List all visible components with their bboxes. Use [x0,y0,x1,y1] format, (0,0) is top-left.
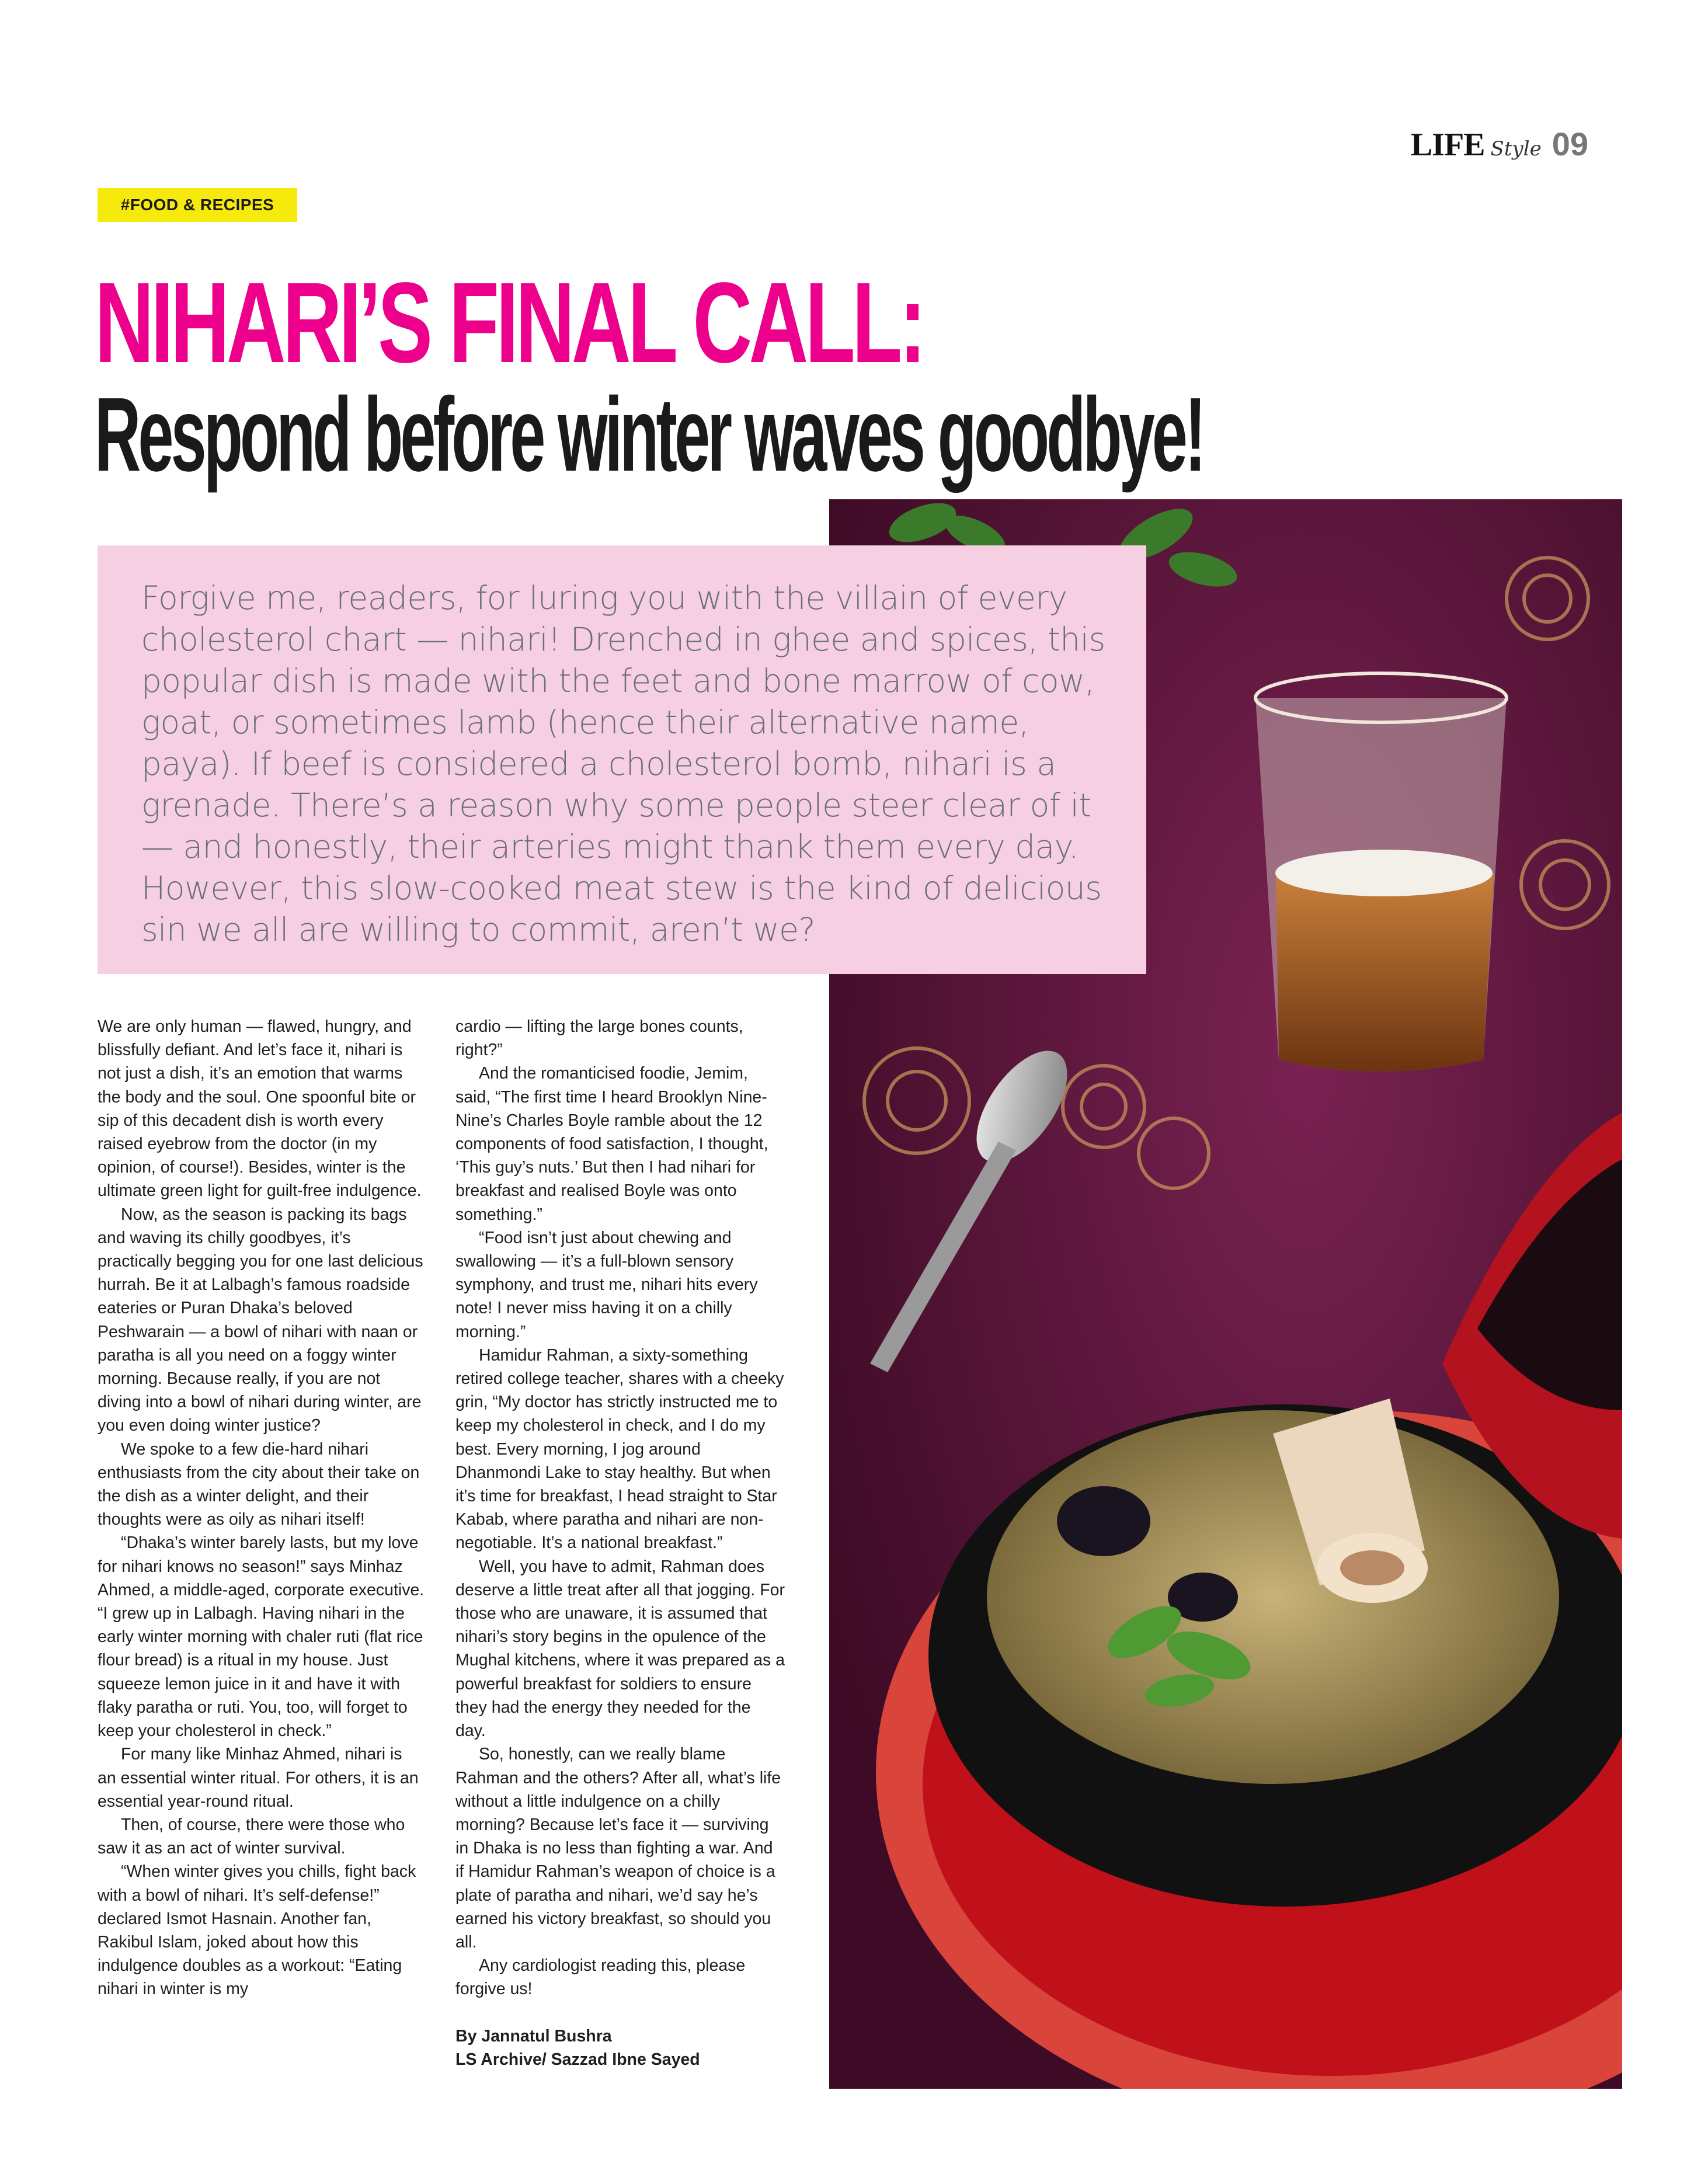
paragraph: We spoke to a few die-hard nihari enthusiasts from the city about their take on the dish as a winter delight, and their thoughts were as oily as nihari itself! [98,1439,420,1529]
glass-of-tea [1255,673,1507,1072]
intro-box [98,545,1146,974]
page-number: 09 [1552,126,1588,162]
paragraph: “Dhaka’s winter barely lasts, but my love for nihari knows no season!” says Minhaz Ahmed, a middle-aged, corporate executive. “I grew up in Lalbagh. Having nihari in the early winter morning with chaler ruti (flat rice flour bread) is a ritual in my house. Just squeeze lemon juice in it and have it with flaky paratha or ruti. You, too, will forget to keep your cholesterol in check.” [98,1533,425,1741]
paragraph: Any cardiologist reading this, please forgive us! [455,1956,746,1999]
nihari-stew [987,1410,1559,1784]
dried-plum [1057,1486,1150,1556]
paragraph: Hamidur Rahman, a sixty-something retired college teacher, shares with a cheeky grin, “My doctor has strictly instructed me to keep my cholesterol in check, and I do my best. Every morning, I jog around Dhanmondi Lake to stay healthy. But when it’s time for breakfast, I head straight to Star Kabab, where paratha and nihari are non-negotiable. It’s a national breakfast.” [455,1345,784,1553]
headline: NIHARI’S FINAL CALL: [95,259,923,387]
intro-text: Forgive me, readers, for luring you with the villain of every cholesterol chart — nihari! Drenched in ghee and spices, this popular dish is made with the feet and bone marrow of cow, goat, or sometimes lamb (hence their alternative name, paya). If beef is considered a cholesterol bomb, nihari is a grenade. There’s a reason why some people steer clear of it — and honestly, their arteries might thank them every day. However, this slow-cooked meat stew is the kind of delicious sin we all are willing to commit, aren’t we? [141,579,1105,948]
article-column-1 [98,1015,425,2001]
masthead-brand-suffix: Style [1490,137,1542,161]
paragraph: For many like Minhaz Ahmed, nihari is an essential winter ritual. For others, it is an essential year-round ritual. [98,1745,419,1811]
subheadline: Respond before winter waves goodbye! [95,376,1203,493]
photo-credit: LS Archive/ Sazzad Ibne Sayed [455,2050,700,2069]
paragraph: We are only human — flawed, hungry, and blissfully defiant. And let’s face it, nihari is not just a dish, it’s an emotion that warms the body and the soul. One spoonful bite or sip of this decadent dish is worth every raised eyebrow from the doctor (in my opinion, of course!). Besides, winter is the ultimate green light for guilt-free indulgence. [98,1017,422,1201]
paragraph: So, honestly, can we really blame Rahman and the others? After all, what’s life without a little indulgence on a chilly morning? Because let’s face it — surviving in Dhaka is no less than fighting a war. And if Hamidur Rahman’s weapon of choice is a plate of paratha and nihari, we’d say he’s earned his victory breakfast, so should you all. [455,1745,781,1952]
paragraph: “Food isn’t just about chewing and swallowing — it’s a full-blown sensory symphony, and trust me, nihari hits every note! I never miss having it on a chilly morning.” [455,1228,758,1341]
paragraph: Now, as the season is packing its bags and waving its chilly goodbyes, it’s practically begging you for one last delicious hurrah. Be it at Lalbagh’s famous roadside eateries or Puran Dhaka’s beloved Peshwarain — a bowl of nihari with naan or paratha is all you need on a foggy winter morning. Because really, if you are not diving into a bowl of nihari during winter, are you even doing winter justice? [98,1205,423,1435]
paragraph: Well, you have to admit, Rahman does deserve a little treat after all that jogging. For those who are unaware, it is assumed that nihari’s story begins in the opulence of the Mughal kitchens, where it was prepared as a powerful breakfast for soldiers to ensure they had the energy they needed for the day. [455,1557,785,1741]
masthead [1411,125,1588,164]
paragraph: And the romanticised foodie, Jemim, said, “The first time I heard Brooklyn Nine-Nine’s Charles Boyle ramble about the 12 components of food satisfaction, I thought, ‘This guy’s nuts.’ But then I had nihari for breakfast and realised Boyle was onto something.” [455,1064,768,1224]
paragraph: cardio — lifting the large bones counts, right?” [455,1017,743,1060]
paragraph: Then, of course, there were those who saw it as an act of winter survival. [98,1815,405,1858]
byline: By Jannatul Bushra [455,2026,612,2046]
article-column-2 [455,1015,785,2071]
paragraph: “When winter gives you chills, fight back with a bowl of nihari. It’s self-defense!” declared Ismot Hasnain. Another fan, Rakibul Islam, joked about how this indulgence doubles as a workout: “Eating nihari in winter is my [98,1862,416,1999]
masthead-brand: LIFE [1410,127,1485,163]
section-tag: #FOOD & RECIPES [98,188,297,222]
